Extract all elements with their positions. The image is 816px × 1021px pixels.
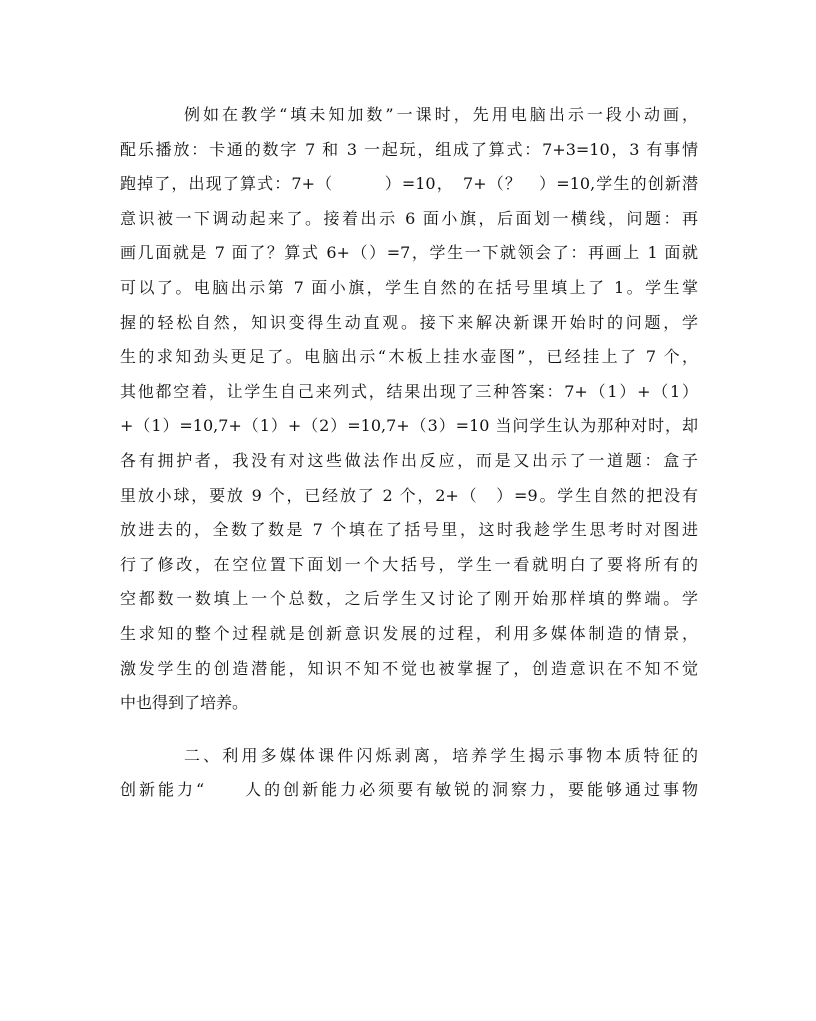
text-line: 里放小球，要放 9 个，已经放了 2 个，2+（ ）=9。学生自然的把没有 [120,485,698,505]
paragraph-spacer [120,721,698,739]
text-line: 其他都空着，让学生自己来列式，结果出现了三种答案：7+（1）+（1） [120,381,698,401]
paragraph-1 [120,98,698,721]
text-line: 例如在教学“填未知加数”一课时，先用电脑出示一段小动画， [184,105,698,124]
text-line: 激发学生的创造潜能，知识不知不觉也被掌握了，创造意识在不知不觉 [120,658,698,678]
text-line: 画几面就是 7 面了？算式 6+（）=7，学生一下就领会了：再画上 1 面就 [120,243,698,263]
text-line: 各有拥护者，我没有对这些做法作出反应，而是又出示了一道题：盒子 [120,450,698,470]
paragraph-2 [120,739,698,808]
text-line: 创新能力“ 人的创新能力必须要有敏锐的洞察力，要能够通过事物 [120,780,698,800]
text-line: 中也得到了培养。 [120,693,249,713]
text-line: 握的轻松自然，知识变得生动直观。接下来解决新课开始时的问题，学 [120,312,698,332]
text-line: 配乐播放：卡通的数字 7 和 3 一起玩，组成了算式：7+3=10，3 有事情 [120,139,698,159]
document-body [120,98,698,808]
text-line: 生的求知劲头更足了。电脑出示“木板上挂水壶图”，已经挂上了 7 个， [120,347,698,367]
text-line: 空都数一数填上一个总数，之后学生又讨论了刚开始那样填的弊端。学 [120,589,698,609]
text-line: 二、利用多媒体课件闪烁剥离，培养学生揭示事物本质特征的 [184,745,698,765]
text-line: 放进去的，全数了数是 7 个填在了括号里，这时我趁学生思考时对图进 [120,520,698,540]
text-line: 行了修改，在空位置下面划一个大括号，学生一看就明白了要将所有的 [120,554,698,574]
text-line: 可以了。电脑出示第 7 面小旗，学生自然的在括号里填上了 1。学生掌 [120,277,698,297]
text-line: 跑掉了，出现了算式：7+（ ）=10， 7+（？ ）=10,学生的创新潜 [120,174,698,194]
text-line: 意识被一下调动起来了。接着出示 6 面小旗，后面划一横线，问题：再 [120,208,698,228]
text-line: +（1）=10,7+（1）+（2）=10,7+（3）=10 当问学生认为那种对时，却 [120,416,698,436]
text-line: 生求知的整个过程就是创新意识发展的过程，利用多媒体制造的情景， [120,623,698,643]
